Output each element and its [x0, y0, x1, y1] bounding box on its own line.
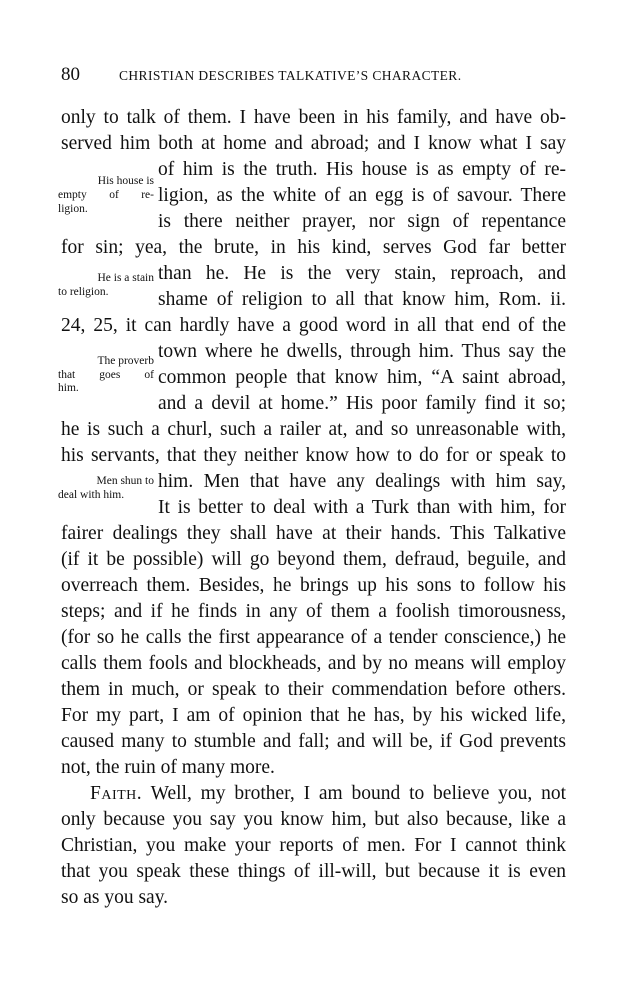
running-head: CHRISTIAN DESCRIBES TALKATIVE’S CHARACTER.	[119, 68, 462, 83]
body-line: overreach them. Besides, he brings up his sons to follow his	[61, 575, 566, 596]
body-line: (for so he calls the first appearance of a tender conscience,) he	[61, 627, 566, 648]
body-line: he is such a churl, such a railer at, and so unreasonable with,	[61, 419, 566, 440]
body-line: It is better to deal with a Turk than with him, for	[158, 497, 566, 518]
side-note-line: that goes of	[58, 369, 154, 381]
body-line: served him both at home and abroad; and I know what I say	[61, 133, 566, 154]
body-line: Christian, you make your reports of men. For I cannot think	[61, 835, 566, 856]
page-header	[61, 64, 561, 88]
body-line: For my part, I am of opinion that he has, by his wicked life,	[61, 705, 566, 726]
side-note-line: He is a stain	[97, 272, 154, 284]
body-line: town where he dwells, through him. Thus say the	[158, 341, 566, 362]
side-note-line: deal with him.	[58, 489, 125, 501]
body-line: only to talk of them. I have been in his family, and have ob-	[61, 107, 566, 128]
body-line: of him is the truth. His house is as empty of re-	[158, 159, 566, 180]
body-line: him. Men that have any dealings with him say,	[158, 471, 566, 492]
body-line: ligion, as the white of an egg is of savour. There	[158, 185, 566, 206]
body-line: 24, 25, it can hardly have a good word in all that end of the	[61, 315, 566, 336]
body-line: that you speak these things of ill-will, but because it is even	[61, 861, 566, 882]
body-line: not, the ruin of many more.	[61, 757, 275, 778]
body-line: (if it be possible) will go beyond them, defraud, beguile, and	[61, 549, 566, 570]
body-line: than he. He is the very stain, reproach, and	[158, 263, 566, 284]
body-line: only because you say you know him, but also because, like a	[61, 809, 566, 830]
side-note-line: to religion.	[58, 286, 109, 298]
body-line: steps; and if he finds in any of them a foolish timorousness,	[61, 601, 566, 622]
side-note-line: His house is	[97, 175, 154, 187]
side-note-line: The proverb	[97, 355, 154, 367]
body-line: calls them fools and blockheads, and by no means will employ	[61, 653, 566, 674]
side-note-line: Men shun to	[96, 475, 154, 487]
speaker-name: Faith.	[90, 783, 143, 804]
faith-text: Well, my brother, I am bound to believe you, not	[150, 783, 567, 804]
body-line: is there neither prayer, nor sign of repentance	[158, 211, 566, 232]
body-line: fairer dealings they shall have at their hands. This Talkative	[61, 523, 566, 544]
body-line: shame of religion to all that know him, Rom. ii.	[158, 289, 566, 310]
body-line: common people that know him, “A saint abroad,	[158, 367, 566, 388]
body-line: so as you say.	[61, 887, 169, 908]
faith-first-line	[90, 781, 566, 806]
body-line: for sin; yea, the brute, in his kind, serves God far better	[61, 237, 566, 258]
body-line: caused many to stumble and fall; and will be, if God prevents	[61, 731, 566, 752]
body-line: his servants, that they neither know how to do for or speak to	[61, 445, 566, 466]
side-note-line: empty of re-	[58, 189, 154, 201]
body-line: them in much, or speak to their commendation before others.	[61, 679, 566, 700]
page-number: 80	[61, 64, 80, 85]
side-note-line: him.	[58, 382, 79, 394]
side-note-line: ligion.	[58, 203, 88, 215]
body-line: and a devil at home.” His poor family find it so;	[158, 393, 566, 414]
